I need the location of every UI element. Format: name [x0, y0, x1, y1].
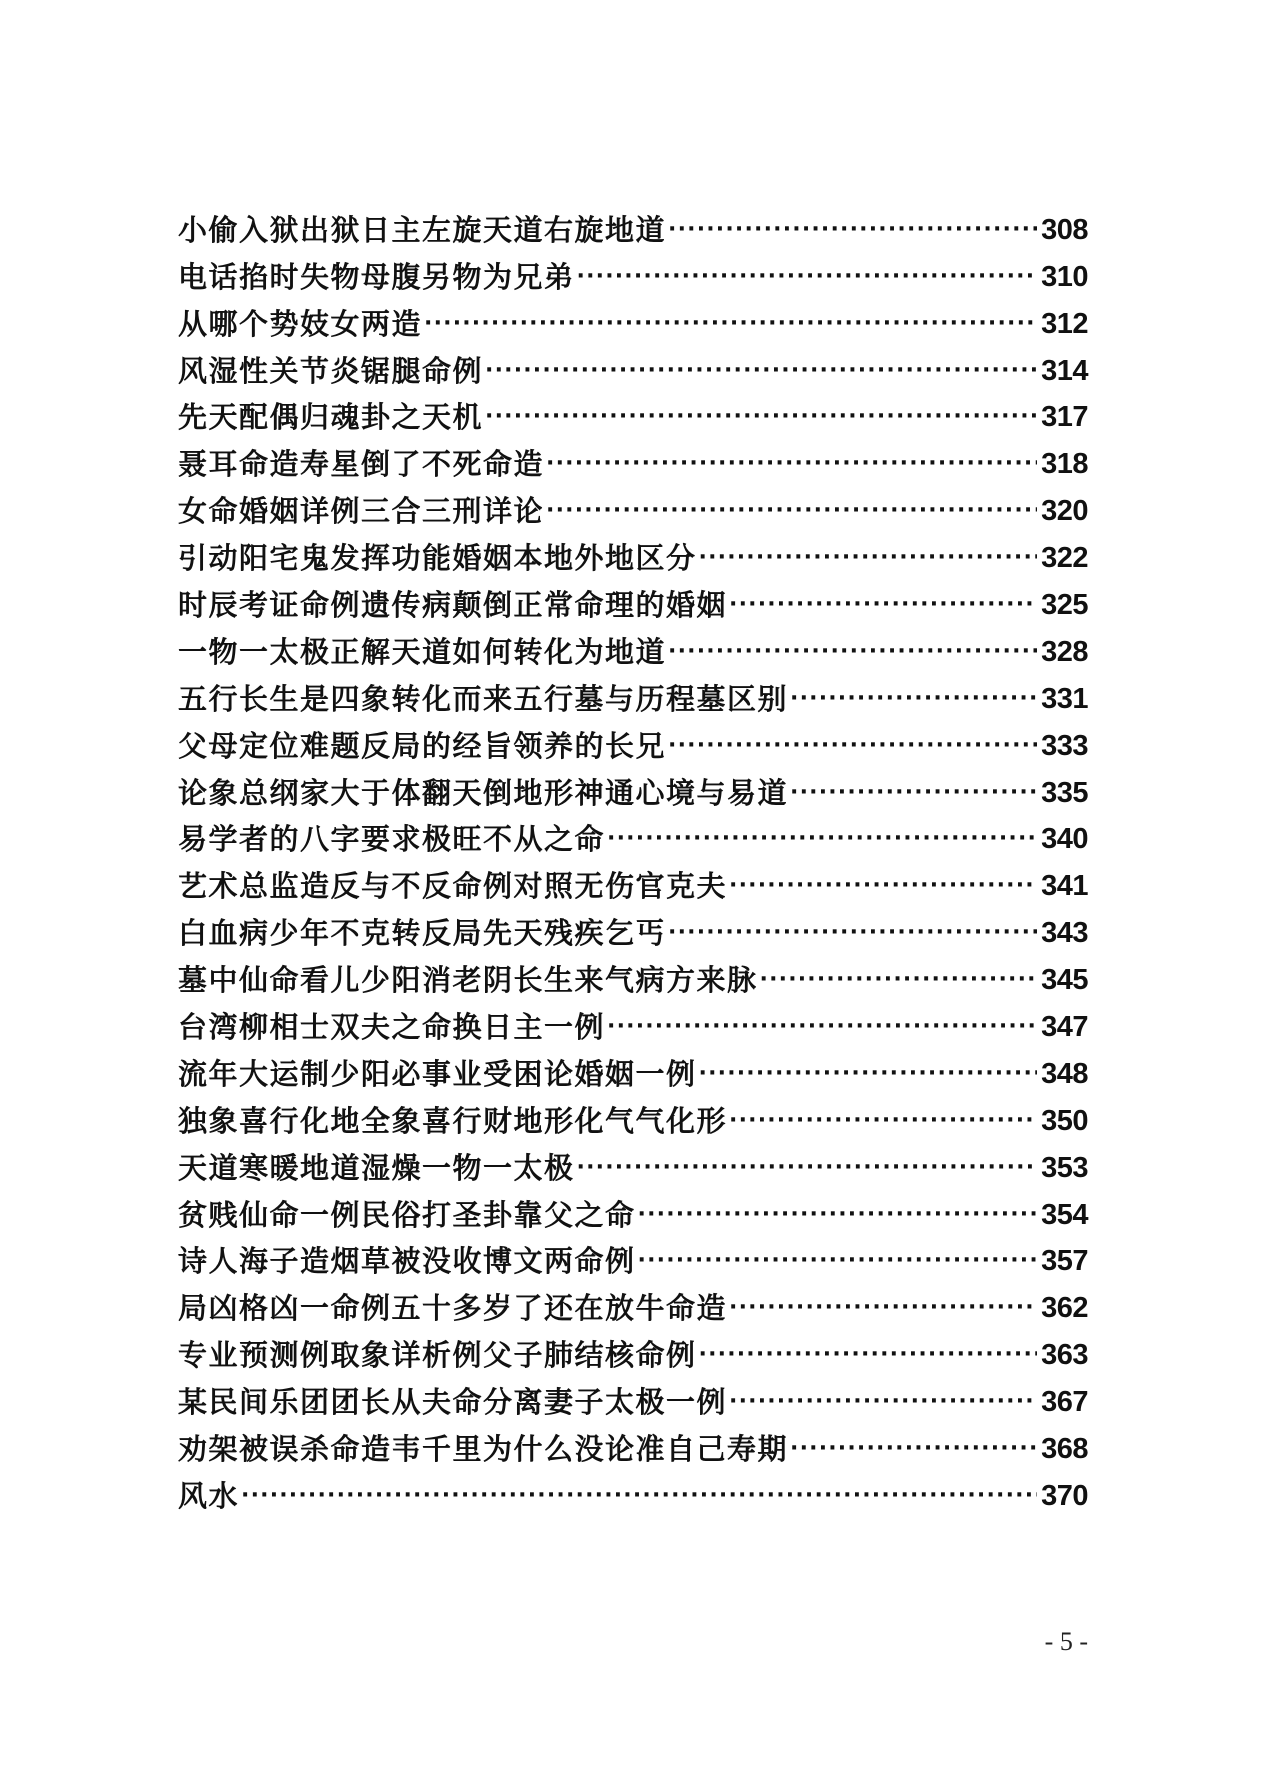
toc-entry-title: 台湾柳相士双夫之命换日主一例: [178, 1010, 606, 1045]
toc-entry: [178, 1464, 1088, 1511]
dot-leader: [607, 1016, 1037, 1042]
dot-leader: [699, 1063, 1038, 1089]
toc-entry-page: 343: [1041, 917, 1088, 950]
toc-entry-title: 专业预测例取象详析例父子肺结核命例: [178, 1338, 697, 1373]
toc-entry-title: 诗人海子造烟草被没收博文两命例: [178, 1244, 636, 1279]
toc-entry: [178, 1323, 1088, 1373]
toc-entry: [178, 1417, 1088, 1467]
dot-leader: [790, 782, 1037, 808]
toc-entry-title: 天道寒暖地道湿燥一物一太极: [178, 1150, 575, 1185]
toc-entry: [178, 1089, 1088, 1136]
dot-leader: [729, 875, 1037, 901]
toc-entry-title: 先天配偶归魂卦之天机: [178, 400, 484, 435]
toc-entry: [178, 620, 1088, 667]
toc-entry: [178, 948, 1088, 998]
toc-entry-title: 艺术总监造反与不反命例对照无伤官克夫: [178, 869, 728, 904]
dot-leader: [241, 1485, 1037, 1511]
toc-entry-title: 女命婚姻详例三合三刑详论: [178, 494, 545, 529]
toc-entry: [178, 995, 1088, 1045]
table-of-contents: [178, 198, 1088, 1511]
toc-entry-page: 322: [1041, 542, 1088, 575]
toc-entry: [178, 761, 1088, 808]
toc-entry-page: 333: [1041, 729, 1088, 762]
dot-leader: [638, 1250, 1038, 1276]
dot-leader: [607, 828, 1037, 854]
dot-leader: [699, 1344, 1038, 1370]
dot-leader: [729, 1297, 1037, 1323]
toc-entry-page: 350: [1041, 1104, 1088, 1137]
toc-entry: [178, 432, 1088, 482]
toc-entry: [178, 1042, 1088, 1089]
toc-entry-page: 308: [1041, 213, 1088, 246]
toc-entry: [178, 901, 1088, 951]
toc-entry-page: 347: [1041, 1011, 1088, 1044]
toc-entry: [178, 854, 1088, 904]
toc-entry-title: 墓中仙命看儿少阳消老阴长生来气病方来脉: [178, 963, 758, 998]
dot-leader: [577, 1157, 1038, 1183]
dot-leader: [668, 735, 1037, 761]
toc-entry: [178, 526, 1088, 576]
toc-entry-page: 362: [1041, 1292, 1088, 1325]
dot-leader: [638, 1204, 1038, 1230]
toc-entry: [178, 1276, 1088, 1326]
dot-leader: [485, 360, 1037, 386]
toc-entry: [178, 1230, 1088, 1277]
dot-leader: [424, 313, 1037, 339]
toc-entry: [178, 245, 1088, 292]
toc-entry-title: 一物一太极正解天道如何转化为地道: [178, 634, 667, 669]
page-number: - 5 -: [1044, 1627, 1088, 1656]
toc-entry: [178, 714, 1088, 761]
dot-leader: [790, 1438, 1037, 1464]
toc-entry-page: 367: [1041, 1386, 1088, 1419]
toc-entry-title: 贫贱仙命一例民俗打圣卦靠父之命: [178, 1197, 636, 1232]
toc-entry-page: 370: [1041, 1479, 1088, 1512]
toc-entry-title: 小偷入狱出狱日主左旋天道右旋地道: [178, 212, 667, 247]
toc-entry-page: 341: [1041, 870, 1088, 903]
toc-entry-title: 局凶格凶一命例五十多岁了还在放牛命造: [178, 1291, 728, 1326]
toc-entry-title: 电话掐时失物母腹另物为兄弟: [178, 259, 575, 294]
dot-leader: [546, 500, 1037, 526]
toc-entry-page: 314: [1041, 354, 1088, 387]
toc-entry-title: 白血病少年不克转反局先天残疾乞丐: [178, 916, 667, 951]
toc-entry-page: 312: [1041, 307, 1088, 340]
toc-entry-page: 318: [1041, 448, 1088, 481]
toc-entry-title: 论象总纲家大于体翻天倒地形神通心境与易道: [178, 775, 789, 810]
toc-entry-page: 353: [1041, 1151, 1088, 1184]
dot-leader: [668, 641, 1037, 667]
toc-entry-title: 独象喜行化地全象喜行财地形化气气化形: [178, 1103, 728, 1138]
toc-entry-title: 某民间乐团团长从夫命分离妻子太极一例: [178, 1385, 728, 1420]
toc-entry-title: 时辰考证命例遗传病颠倒正常命理的婚姻: [178, 588, 728, 623]
dot-leader: [790, 688, 1037, 714]
toc-entry-page: 348: [1041, 1057, 1088, 1090]
toc-entry-page: 340: [1041, 823, 1088, 856]
toc-entry: [178, 1136, 1088, 1183]
dot-leader: [729, 1110, 1037, 1136]
dot-leader: [485, 406, 1037, 432]
toc-entry-page: 331: [1041, 682, 1088, 715]
dot-leader: [699, 547, 1038, 573]
dot-leader: [668, 219, 1037, 245]
toc-entry-page: 325: [1041, 589, 1088, 622]
toc-entry: [178, 667, 1088, 714]
toc-entry-title: 风湿性关节炎锯腿命例: [178, 353, 484, 388]
toc-entry: [178, 808, 1088, 855]
dot-leader: [760, 969, 1038, 995]
toc-entry: [178, 292, 1088, 339]
toc-entry-page: 368: [1041, 1433, 1088, 1466]
toc-entry-title: 聂耳命造寿星倒了不死命造: [178, 447, 545, 482]
toc-entry-title: 从哪个势妓女两造: [178, 306, 423, 341]
toc-entry-page: 354: [1041, 1198, 1088, 1231]
toc-entry-title: 流年大运制少阳必事业受困论婚姻一例: [178, 1056, 697, 1091]
toc-entry-page: 363: [1041, 1339, 1088, 1372]
toc-entry-title: 父母定位难题反局的经旨领养的长兄: [178, 728, 667, 763]
toc-entry-page: 320: [1041, 495, 1088, 528]
dot-leader: [577, 266, 1038, 292]
dot-leader: [546, 453, 1037, 479]
toc-entry-page: 310: [1041, 260, 1088, 293]
toc-entry: [178, 339, 1088, 386]
toc-entry-page: 357: [1041, 1245, 1088, 1278]
toc-entry-title: 五行长生是四象转化而来五行墓与历程墓区别: [178, 681, 789, 716]
toc-entry-title: 引动阳宅鬼发挥功能婚姻本地外地区分: [178, 541, 697, 576]
toc-entry: [178, 479, 1088, 529]
toc-entry: [178, 198, 1088, 245]
toc-entry-title: 劝架被误杀命造韦千里为什么没论准自己寿期: [178, 1432, 789, 1467]
dot-leader: [668, 922, 1037, 948]
dot-leader: [729, 594, 1037, 620]
dot-leader: [729, 1391, 1037, 1417]
toc-entry-title: 易学者的八字要求极旺不从之命: [178, 822, 606, 857]
toc-entry-page: 345: [1041, 964, 1088, 997]
toc-entry-page: 328: [1041, 635, 1088, 668]
toc-entry-page: 317: [1041, 401, 1088, 434]
toc-entry: [178, 1183, 1088, 1230]
toc-entry-page: 335: [1041, 776, 1088, 809]
toc-entry: [178, 1370, 1088, 1420]
toc-entry-title: 风水: [178, 1478, 240, 1513]
toc-entry: [178, 573, 1088, 623]
toc-entry: [178, 386, 1088, 433]
